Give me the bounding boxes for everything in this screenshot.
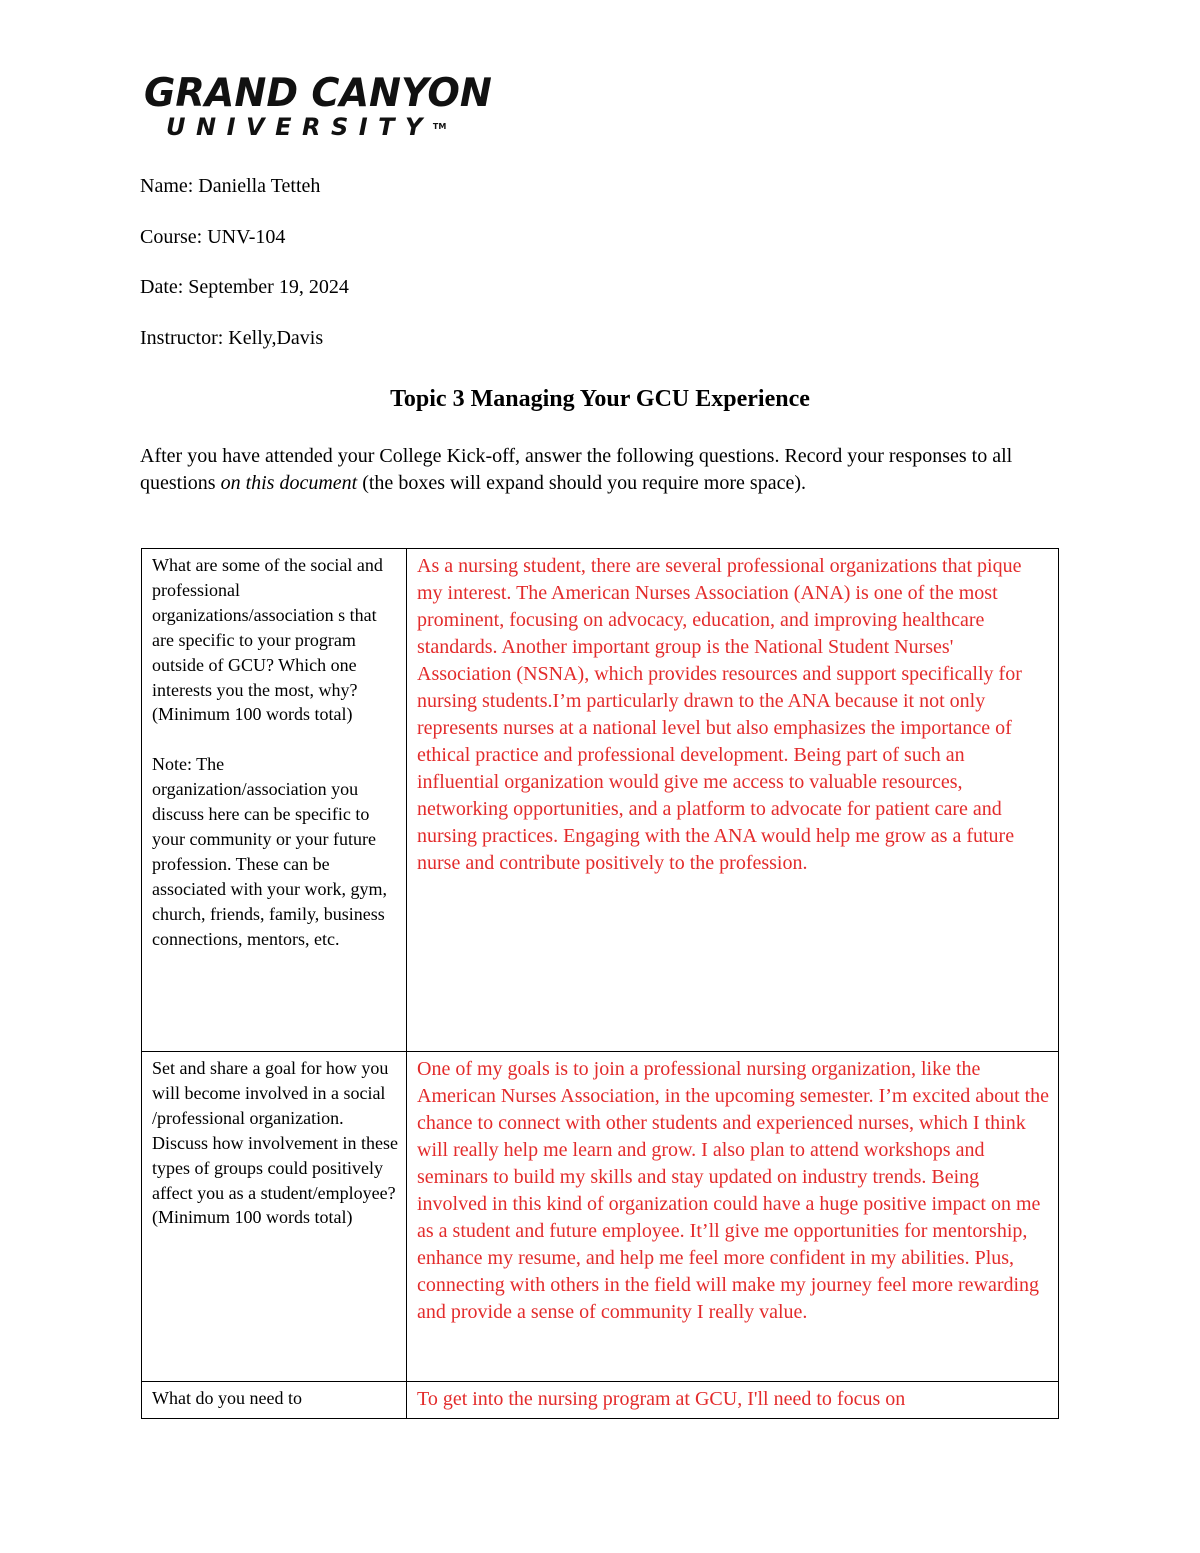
question-cell bbox=[142, 1382, 407, 1419]
question-prompt: Set and share a goal for how you will become involved in a social /professional organization. Discuss how involvement in these types of groups could positively affect you as a student/employee? (Minimum 100 words total) bbox=[152, 1058, 398, 1228]
course: Course: UNV-104 bbox=[140, 226, 286, 248]
answer-text: As a nursing student, there are several professional organizations that pique my interest. The American Nurses Association (ANA) is one of the most prominent, focusing on advocacy, education, and improving healthcare standards. Another important group is the National Student Nurses' Association (NSNA), which provides resources and support specifically for nursing students.I’m particularly drawn to the ANA because it not only represents nurses at a national level but also emphasizes the importance of ethical practice and professional development. Being part of such an influential organization would give me access to valuable resources, networking opportunities, and a platform to advocate for patient care and nursing practices. Engaging with the ANA would help me grow as a future nurse and contribute positively to the profession. bbox=[417, 555, 1022, 874]
answer-text: One of my goals is to join a professional nursing organization, like the American Nurses Association, in the upcoming semester. I’m excited about the chance to connect with other students and experienced nurses, which I think will really help me learn and grow. I also plan to attend workshops and seminars to build my skills and stay updated on industry trends. Being involved in this kind of organization could have a huge positive impact on me as a student and future employee. It’ll give me opportunities for mentorship, enhance my resume, and help me feel more confident in my abilities. Plus, connecting with others in the field will make my journey feel more rewarding and provide a sense of community I really value. bbox=[417, 1058, 1050, 1323]
intro-paragraph: After you have attended your College Kick-off, answer the following questions. Record your responses to all questions on this document (the boxes will expand should you require more space). bbox=[140, 445, 1013, 494]
question-note: Note: The organization/association you discuss here can be specific to your community or your future profession. These can be associated with your work, gym, church, friends, family, business connections, mentors, etc. bbox=[152, 754, 387, 949]
table-row bbox=[142, 549, 1059, 1052]
answer-cell[interactable] bbox=[407, 1382, 1059, 1419]
intro-emphasis: on this document bbox=[220, 472, 358, 494]
question-cell bbox=[142, 549, 407, 1052]
question-prompt: What do you need to bbox=[152, 1388, 302, 1408]
answer-cell[interactable] bbox=[407, 1052, 1059, 1382]
question-cell bbox=[142, 1052, 407, 1382]
answer-text: To get into the nursing program at GCU, I'll need to focus on bbox=[417, 1388, 906, 1410]
gcu-logo bbox=[144, 71, 492, 144]
table-row bbox=[142, 1382, 1059, 1419]
student-name: Name: Daniella Tetteh bbox=[140, 175, 321, 197]
question-prompt: What are some of the social and professional organizations/association s that are specific to your program outside of GCU? Which one interests you the most, why? (Minimum 100 words total) bbox=[152, 555, 383, 725]
date: Date: September 19, 2024 bbox=[140, 276, 349, 298]
logo-line-1: GRAND CANYON bbox=[144, 71, 492, 116]
answer-cell[interactable] bbox=[407, 549, 1059, 1052]
table-row bbox=[142, 1052, 1059, 1382]
logo-line-2: UNIVERSITY™ bbox=[166, 113, 447, 141]
document-title: Topic 3 Managing Your GCU Experience bbox=[390, 386, 810, 412]
instructor: Instructor: Kelly,Davis bbox=[140, 327, 324, 349]
question-table bbox=[141, 548, 1059, 1419]
logo-trademark: TM bbox=[432, 122, 447, 131]
